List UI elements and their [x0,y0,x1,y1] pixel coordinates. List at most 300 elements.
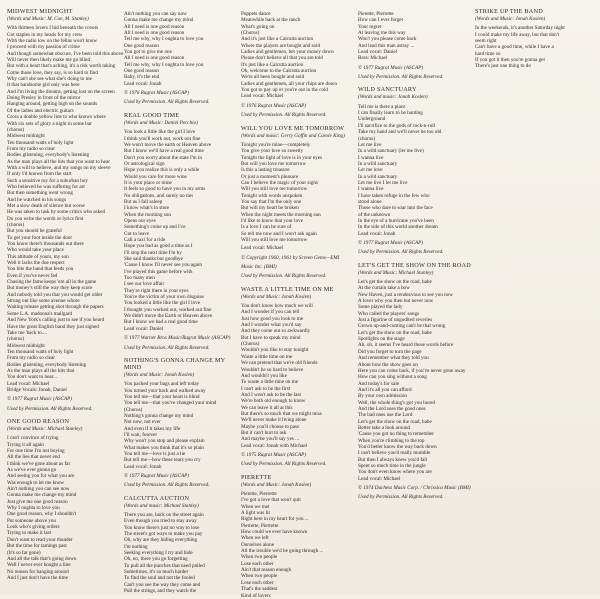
lyric-line: Pull the strings, and they watch the [124,588,197,595]
lyric-line: Pierrette, Pierrette [241,522,279,529]
lyric-line: It is your place or mine [124,179,172,186]
lyric-line: So tell me now and I won't ask again [241,230,317,237]
lyric-line: There you are, back on the street again [124,512,204,519]
lyric-line: Grown up-and-coming can't be that wrong [358,323,446,330]
lyric-line: Bodies glistening, everybody's listening [7,152,90,159]
lyric-line: 'Cause I know I'll never see you again [124,262,202,269]
copyright-line: Used by Permission. All Rights Reserved. [7,405,93,412]
song-title: WILL YOU LOVE ME TOMORROW [241,124,345,132]
lyric-line: You bite the hand that feeds you [7,266,74,273]
song-block [475,8,593,70]
lyric-line: You looked a little like the girl I love [124,300,201,307]
lyric-line: I could make my life away, but that don't [475,31,560,38]
lyric-line: To find the soul and not the fooled [124,575,195,582]
lyric-line: I see our love affair [124,281,165,288]
lyric-line: By your own admission [358,393,407,400]
lyric-line: I wanna live [358,186,384,193]
lyric-line: Waste a little time on me [241,353,293,360]
lyric-line: Lead vocal: Daniel [358,49,398,56]
lyric-line: We're all been bought and sold [241,74,305,81]
lyric-line: From my radio so clear [7,355,55,362]
lyric-line: But the time for tamings past [7,543,67,550]
lyric-line: Well, the whole thing's got you bored [358,399,435,406]
lyric-line: To waste a little time on me [241,379,299,386]
lyric-line: You know there's thousands out there [7,241,84,248]
lyric-line: You give your love so sweetly [241,148,304,155]
lyric-line: No obligations, and surely no ties [124,192,194,199]
lyric-line: of the unknown [358,211,391,218]
copyright-line: Used by Permission. All Rights Reserved. [358,494,444,501]
lyric-line: 'Cause you got no thing to remember [358,431,435,438]
lyric-line: Trying to make it last [7,530,52,537]
lyric-line: All I need is one good reason [124,55,185,62]
lyric-line: And I won't ask to be the last [241,391,301,398]
lyric-line: Lead vocal: Michael [358,475,401,482]
lyric-line: And the Lord uses the good ones [358,405,426,412]
lyrics-lines [241,303,356,449]
lyric-line: We're both old enough to know [241,398,306,405]
lyric-line: Come those love, they say, is so hard to find [7,69,98,76]
song-credit: (Words and Music: M. Coe, M. Stanley) [7,16,89,22]
lyric-line: But you should be grateful [7,228,62,235]
lyric-line: Such a sensitive toy for a suburban boy [7,177,88,184]
lyric-line: Just a figurine of ungodited reveries [358,317,433,324]
lyric-line: Kind of lovers [241,592,271,599]
copyright-line: Used by Permission. All Rights Reserved. [241,273,327,280]
copyright-line: Music Inc. (BMI) [241,264,277,271]
lyric-line: One good reason [124,68,159,75]
lyric-line: Ain't nothing you can see now [7,486,70,493]
copyright-line: © 1977 Rugrat Music (ASCAP) [358,240,424,246]
lyric-line: I'm nothing [124,543,148,550]
lyric-line: Gonna make me change my mind [124,17,194,24]
lyric-line: Pierette, Pierrette [241,491,277,497]
lyric-line: Can I believe the magic of your sighs [241,179,318,186]
lyric-line: You tell me—that you've changed your mind [124,400,217,407]
song-title: CALCUTTA AUCTION [124,494,190,502]
lyric-line: I'll stop the next time I'm by [124,249,182,256]
lyric-line: And today's for sale [358,380,400,387]
lyrics-lines [7,25,122,393]
lyric-line: If you got it then you're gonna get [475,57,545,64]
lyric-line: Ah, oh, it seems I've heard those words before [358,342,454,349]
lyric-line: And I just don't have the time [7,574,68,581]
lyric-line: To get your foot inside the door [7,234,73,241]
lyric-line: And seeing you for what you are [7,473,75,480]
lyric-line: Oh, welcome to the Calcutta auction [241,68,317,75]
song-credit: (Words and music: Gerry Goffin and Carole King) [241,132,345,139]
lyric-line: They're right there in your eyes [124,287,189,294]
lyric-line: And lead this man astray ... [358,42,415,49]
lyric-line: Will you still love me tomorrow [241,237,308,243]
lyric-line: All I need is one good reason [124,30,185,37]
lyric-line: Won't you please come back [358,36,417,43]
copyright-line: © 1974 Duchess Music Corp. / Chrissica Music (BMI) [358,485,471,492]
song-credit: (Words and Music: Michael Stanley) [7,425,83,432]
song-block [241,11,356,119]
lyric-line: Who called the players' songs [358,310,420,317]
lyric-line: In the weekends, it's another Saturday night [475,25,565,32]
lyric-line: I've played this game before with [124,268,193,275]
lyric-line: Midwest midnight [7,342,45,349]
lyric-line: Those who dare to soar into the face [358,205,433,212]
lyric-line: hard time so [475,50,501,57]
lyric-line: Sometimes, it's so much harder [124,569,189,576]
lyric-line: Lose each other [241,560,274,567]
lyric-line: Baby, it's the end [124,74,160,81]
song-title: LET'S GET THE SHOW ON THE ROAD [358,261,471,269]
lyric-line: Ten thousand watts of holy light [7,139,74,146]
lyric-line: Would you care for more wine [124,173,187,180]
lyric-line: Underground [358,116,386,123]
lyric-line: And it's just like a Calcutta auction [241,36,314,43]
lyric-line: When the morning sun [124,211,171,218]
lyrics-lines [358,279,473,482]
lyric-line: That's the saddest [241,586,278,593]
lyric-line: You don't even know where you are [358,469,432,476]
song-credit: (Words and Music: Daniel Pecchio) [124,119,198,126]
lyrics-lines [124,381,239,470]
lyric-line: There's just one thing to do [475,63,531,70]
song-title: ONE GOOD REASON [7,417,70,425]
lyric-line: With six sets of glory a night in some bar [7,120,92,127]
lyric-line: About how the show goes on [358,361,418,368]
lyric-line: I thought you worked out, worked out fine [124,306,212,313]
lyric-line: You tell me—love is just a lie [124,450,186,457]
copyright-line: Used by Permission. All Rights Reserved. [124,482,210,489]
lyric-line: You're the victim of your own disguise [124,294,204,301]
copyright-line: Used by Permission. All Rights Reserved. [241,112,327,119]
lyric-line: But it can't hurt to ask [241,429,287,436]
copyright-line: © 1976 Rugrat Music (ASCAP) [241,102,307,109]
lyric-line: When two people [241,554,278,561]
song-title: PIERETTE [241,473,272,481]
lyric-line: But money's still the way they keep score [7,285,93,292]
lyric-line: Lead vocal: Jonah [358,230,396,237]
lyric-line: I proceed with my passion of crime [7,44,80,51]
lyrics-lines [241,11,356,100]
lyric-line: When we left [241,535,269,542]
lyric-line: Spotlights on the stage [358,336,405,343]
lyric-line: Don't you worry about the state I'm in [124,154,202,161]
lyric-line: (chorus) [7,336,25,343]
song-block [241,286,356,468]
lyric-line: Hope you realize this is only a while [124,167,200,174]
lyric-line: Better take a look around [358,424,410,431]
lyric-line: Chasing the fame keeps 'em all in the game [7,279,97,286]
lyrics-lines [124,11,239,87]
song-credit: (Words and Music: Jonah Koslen) [124,371,195,378]
lyric-line: You tell me—that your heart is blind [124,393,200,400]
lyric-line: It that handsome girl only was here [7,82,80,89]
lyric-line: Is this a lasting treasure [241,167,290,174]
lyric-line: I'll wait, forever [124,431,158,438]
lyric-line: Tell me why, why I oughta to love you [124,61,204,68]
lyric-line: Who believed he was suffering for art [7,183,85,190]
lyric-line: And I wonder if you can tell [241,309,300,316]
lyric-line: Let me live [358,141,382,148]
lead-vocal-credit: Lead vocal: Michael [241,245,284,252]
lyric-line: You look a little like the girl I love [124,129,196,136]
lyric-line: And New York's calling just to see if you heard [7,317,105,324]
lyric-line: Take me 'back to.... [7,329,47,336]
lyric-line: Who would take your place [7,247,64,254]
lyric-line: Ourselves alone [241,541,274,548]
lyric-line: You turned your back and walked away [124,387,206,394]
lyric-line: I can't believe you'd really mumble [358,450,431,457]
column-5 [475,8,593,594]
lyric-line: Well it lacks the due respect [7,260,65,267]
lyric-line: Seeking everything I try and hide [124,550,193,557]
song-credit: (Words and Music: Jonah Koslen) [475,16,546,22]
lyric-line: And he watched in his songs [7,196,66,203]
lyric-line: You know there's just no way to lose [124,524,200,531]
lyric-line: And even if it takes my life [124,425,181,432]
lyric-line: Call a taxi for a ride [124,237,166,243]
lyric-line: From my radio so clear [7,145,55,152]
lyric-line: When we met [241,503,270,510]
song-block [358,86,473,255]
song-title: MIDWEST MIDNIGHT [7,8,73,15]
lyric-line: I can't convince of trying [7,435,59,442]
lyric-line: Not now, not ever [124,419,161,426]
lyric-line: I know what's in store [124,205,170,212]
lyric-line: In a wild sanctuary [358,160,398,167]
lyric-line: The bad ones use the Lord [358,412,413,419]
lyric-line: Spent so much time in the jungle [358,463,426,469]
lyric-line: Why won't you stop and please explain [124,438,205,445]
copyright-line: Used by Permission. All Rights Reserved. [241,461,327,468]
lyric-line: But then I always knew you'd fall [358,456,428,463]
song-title: WILD SANCTUARY [358,86,417,94]
lyric-line: I've got a love that won't quit [241,497,301,504]
lyric-line: But will you love me tomorrow [241,160,306,167]
column-3 [241,8,356,599]
lyric-line: Tell me why, why I oughta to love you [124,36,204,43]
lyric-line: Why can't she see what she's doing to me [7,76,92,83]
lyric-line: In a wild sanctuary [358,173,398,180]
lyric-line: As the man plays all the hits that [7,367,75,374]
lyric-line: stood alone [358,198,382,205]
lyrics-lines [241,491,356,599]
lyric-line: The street's got ways to make you pay [124,531,203,538]
lyric-line: This attitude of yours, my son [7,253,69,260]
lyrics-lines [358,11,473,62]
lyric-line: Have the great English band they just signed [7,323,99,330]
lyrics-lines [241,142,356,244]
lyric-line: How can you sing without a song [358,374,427,381]
lyric-line: We won't move the earth or Heaven above [124,141,212,148]
lyric-line: Why I oughta to love you [7,505,60,512]
lyric-line: Hope you had as good a time as I [124,243,193,250]
lyrics-lines [7,435,122,581]
lyric-line: Even though you tried to stay away [124,518,197,525]
lyric-line: You got to pay up or you're out in the cold [241,87,328,94]
lyric-line: But will my heart be broken [241,205,299,212]
lyric-line: Where the players are bought and sold [241,42,321,49]
lyric-line: She said thanks but goodbye [124,256,183,263]
lyric-line: I'll sacrifice to the gods of rock-n-roll [358,122,436,129]
song-title: STRIKE UP THE BAND [475,8,543,15]
copyright-line: © 1977 Warner Bros Music/Rugrat Music (ASCAP) [124,335,231,342]
lyric-line: Something's come up and I've [124,224,186,231]
lyric-line: I wanna live [358,154,384,161]
copyright-line: © 1976 Rugrat Music (ASCAP) [124,90,190,97]
lyric-line: If only I'd known from the start [7,171,72,178]
column-2 [124,8,239,594]
lyric-line: I have taken refuge in the few who [358,192,430,199]
lyric-line: All the lies that never end [7,454,60,461]
lyric-line: Met a slow death of silence but worse [7,202,85,209]
lyric-line: Here you can come back, if you've never gone away [358,367,466,374]
lyric-line: And they come out so awkwardly [241,328,311,335]
lyric-line: Of the ladies and electric guitars [7,107,74,114]
lyric-line: At the curtain take a bow [358,285,410,292]
lyric-line: But then something went wrong [7,190,73,197]
lyric-line: For one time I'm not buying [7,448,65,454]
lyric-line: You don't want to hear... [7,374,57,381]
lyric-line: Some played the lady [358,304,403,311]
lyric-line: Do you write the words or lyrics first [7,215,84,222]
song-block [124,112,239,351]
song-credit: (Words and music: Jonah Koslen) [358,94,428,101]
lyric-line: Tell me is there a place [358,103,406,110]
lyric-line: But tell me—how these tears you cry [124,457,201,464]
lyrics-lines [475,25,593,69]
lyric-line: All I need is one good reason [124,23,185,30]
lyric-line: And all the talk that's going down [7,555,77,562]
lyric-line: Tonight with words unspoken [241,192,303,199]
lyric-line: We'll never make it living alone [241,417,307,424]
lyric-line: And though somewhat obscure, I've been told this above [7,50,124,57]
lyric-line: Got to leave [124,230,150,237]
lyric-line: Ain't nothing you can say now [124,11,187,17]
lyric-line: We didn't move the Earth or Heaven above [124,313,213,320]
lyric-line: Well I never ever bought a line [7,562,71,569]
lyric-line: You'd better know the way back down [358,443,437,450]
copyright-line: © 1977 Rugrat Music (ASCAP) [124,473,190,479]
lyric-line: Wouldn't you like to stay tonight [241,347,309,354]
lyric-line: In the side of this world another dream [358,224,438,231]
lyric-line: Bridge Vocals: Jonah, Daniel [7,386,67,393]
lyric-line: And I'm living the dreams, getting lost on the screen [7,88,115,95]
lyric-line: Midwest midnight [7,133,45,140]
lyrics-lines [358,104,473,237]
lyric-line: Ladies and gentlemen, all your chips are down [241,80,337,87]
lyric-line: Ten thousand watts of holy light [7,348,74,355]
lyric-line: With a will to believe, and my songs on my sleeve [7,164,111,171]
lyric-line: You don't know how much we will [241,303,313,310]
lyric-line: And nobody told you that you would get older [7,291,103,298]
lyric-line: Is a love I can be sure of [241,224,292,231]
lyric-line: Hanging around, getting high on the sounds [7,101,98,108]
lyric-line: In the eye of a hurricane you've been [358,217,434,224]
lyric-line: Let me live I let me live [358,179,408,186]
lyric-line: Meanwhile back at the ranch [241,17,301,24]
lyric-line: We can pretend that we're old friends [241,360,318,367]
lyric-line: Will you still love me tomorrow [241,186,308,193]
song-block [124,357,239,489]
lyric-line: Lead vocal: Jonah with Michael [241,442,307,449]
lyric-line: And wouldn't you like [241,372,287,379]
lyric-line: What makes you think that it's so plain [124,444,204,451]
lyric-line: What's going on [241,23,275,30]
lyric-line: Puppets dance [241,11,271,17]
lyric-line: A light was lit [241,510,270,517]
lyric-line: But there's so much that we might miss [241,410,322,417]
lyric-line: You packed your bags and left today [124,381,200,388]
lyric-line: Strung out like some avenue whore [7,298,80,305]
lyric-line: How can I ever forget [358,17,404,24]
lyric-line: Ain't that reason enough [241,567,292,574]
copyright-line: © 1977 Rugrat Music (ASCAP) [7,396,73,403]
lyric-line: Tonight you're mine—completely [241,141,311,148]
lyric-line: I can finally learn to be hunting [358,110,423,117]
lyric-line: And it's all you can afford [358,386,412,393]
song-block [7,418,122,581]
lyric-line: (It's so far gone) [7,549,41,556]
lyrics-lines [124,512,239,594]
lyric-line: When two people [241,573,278,580]
copyright-line: Used by Permission. All Rights Reserved. [124,344,210,351]
lyric-line: Pierette, Pierrette [358,11,394,17]
copyright-line: © 1977 Rugrat Music (ASCAP) [358,64,424,71]
column-1 [7,8,122,594]
lyric-line: Look who's giving orders [7,524,60,531]
lyric-line: Oh, no, there you go forgetting [124,556,188,563]
lyric-line: And maybe you'll say yes ... [241,436,300,443]
lyric-line: Lose each other [241,579,274,586]
lyric-line: How could we ever have known [241,529,308,536]
song-block [124,11,239,106]
lyric-line: I think we've gone about as far [7,460,71,467]
lyric-line: Waiting release getting shot through the papers [7,304,104,311]
lyric-line: I can't ask to be the first [241,385,291,392]
lyric-line: Right here in my heart for you ... [241,516,309,523]
copyright-line: Used by Permission. All Rights Reserved. [358,249,444,256]
lyric-line: Take my hand and we'll never be too old [358,129,442,136]
lyric-line: Will never then likely make me go blind [7,57,91,64]
lyric-line: Trying it all again [7,441,44,448]
lyric-line: It's just like a Calcutta auction [241,61,304,68]
lyric-line: Wouldn't be so hard to believe [241,366,304,373]
lyric-line: Tonight the light of love is in your eyes [241,154,323,161]
song-title: REAL GOOD TIME [124,111,180,119]
lyric-line: Let's get the show on the road, babe [358,279,432,286]
lyric-line: Lead vocal: Michael [241,93,284,100]
lyric-line: (chorus) [7,126,25,133]
lyric-line: And I wonder what you'd say [241,322,302,329]
lyric-line: Bodies glistening, everybody listening [7,361,87,368]
lyric-line: Too many men [124,275,155,282]
lyric-line: Put someone above you [7,517,56,524]
lyric-line: I think you'll work out, work out fine [124,135,201,142]
copyright-line: Used by Permission. All Rights Reserved. [358,74,444,81]
song-title: WASTE A LITTLE TIME ON ME [241,285,334,293]
lyric-line: He was taken to task by some critics who asked [7,209,106,216]
lyric-line: Let's get the show on the road, babe [358,418,432,425]
lyric-line: Bass: Michael [358,55,388,62]
lyric-line: To pull all the punches that need pulled [124,562,205,569]
lyric-line: Let's get the show on the road, babe [358,329,432,336]
lyric-line: And remember what they told you [358,355,429,362]
lyric-line: Can't have a good time, while I have a [475,44,554,51]
lyric-line: Doing Presley in front of the mirror [7,95,81,102]
column-4 [358,8,473,594]
lyric-line: Don't want to read your thunder [7,536,73,543]
song-credit: (Words and Music: Michael Stanley) [358,269,434,276]
lyric-line: You got to give me one [124,49,172,56]
